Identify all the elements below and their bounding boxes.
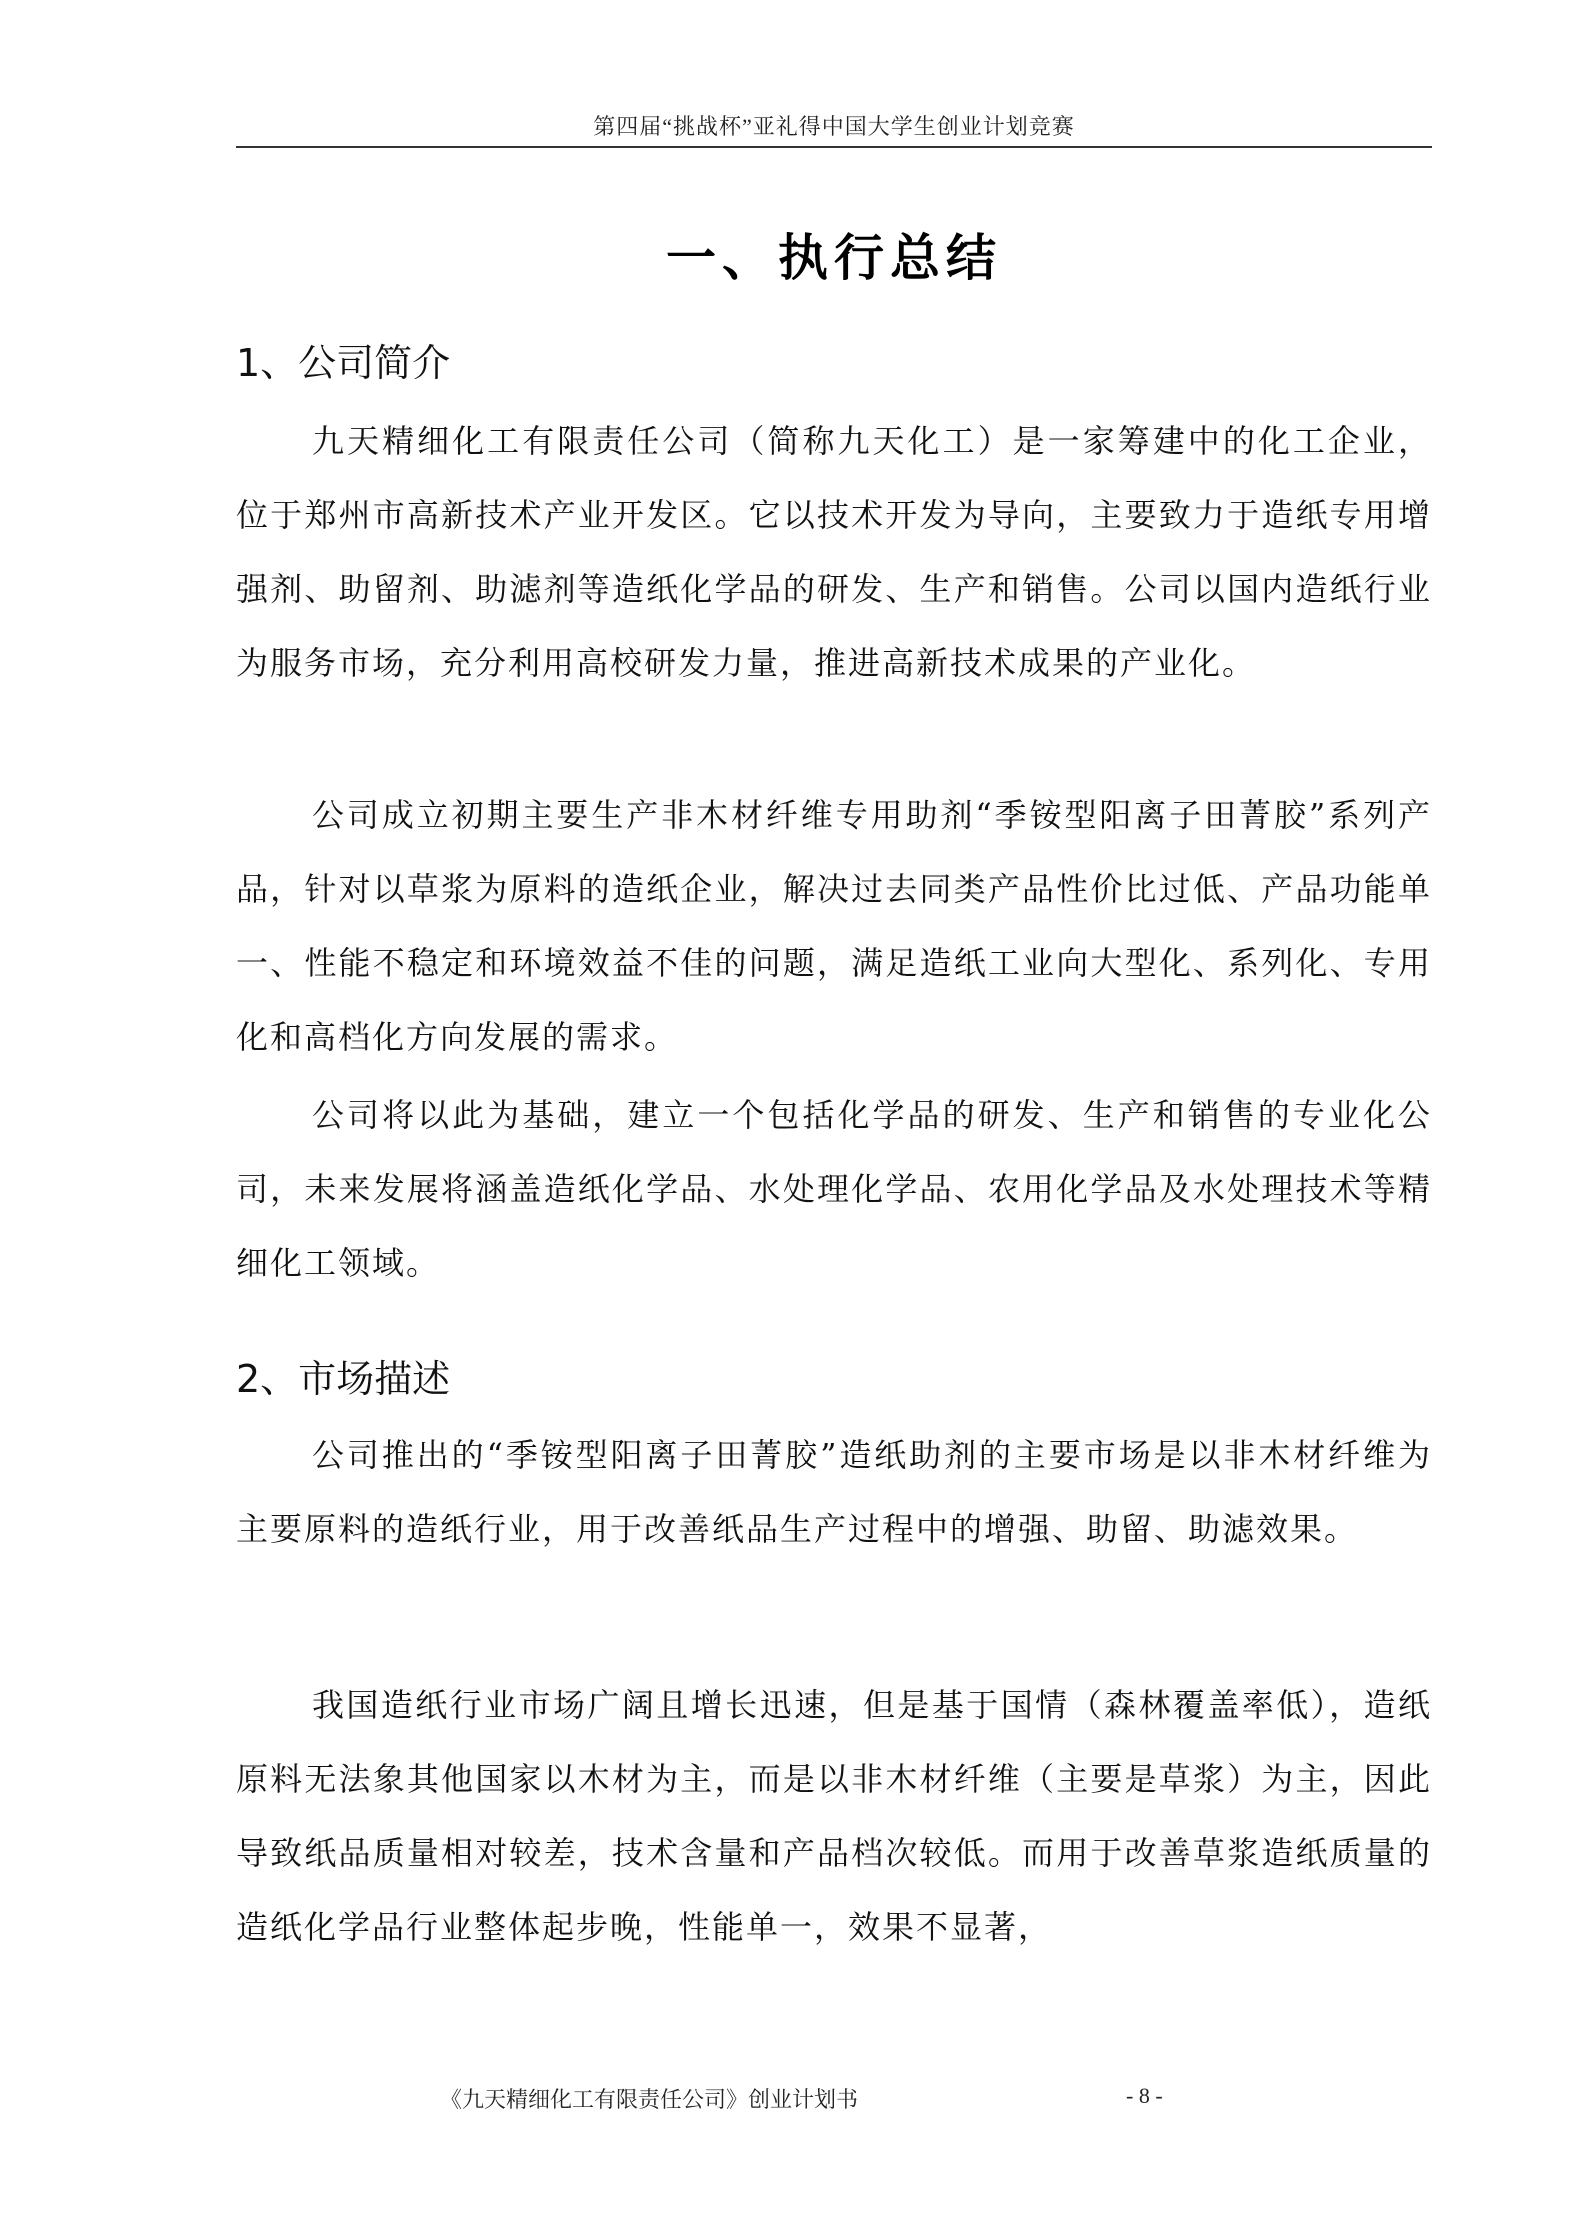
paragraph-initial-products: 公司成立初期主要生产非木材纤维专用助剂“季铵型阳离子田菁胶”系列产品，针对以草浆为原料的造纸企业，解决过去同类产品性价比过低、产品功能单一、性能不稳定和环境效益不佳的问题，满足造纸工业向大型化、系列化、专用化和高档化方向发展的需求。 bbox=[236, 796, 1432, 1056]
section-heading-market-description: 2、市场描述 bbox=[236, 1357, 451, 1401]
running-header: 第四届“挑战杯”亚礼得中国大学生创业计划竞赛 bbox=[593, 114, 1075, 139]
footer-page-number: - 8 - bbox=[1126, 2083, 1163, 2108]
section-heading-company-profile: 1、公司简介 bbox=[236, 341, 451, 385]
header-divider bbox=[236, 146, 1432, 148]
paragraph-industry-situation: 我国造纸行业市场广阔且增长迅速，但是基于国情（森林覆盖率低），造纸原料无法象其他国家以木材为主，而是以非木材纤维（主要是草浆）为主，因此导致纸品质量相对较差，技术含量和产品档次较低。而用于改善草浆造纸质量的造纸化学品行业整体起步晚，性能单一，效果不显著， bbox=[236, 1686, 1432, 1946]
paragraph-company-intro: 九天精细化工有限责任公司（简称九天化工）是一家筹建中的化工企业，位于郑州市高新技术产业开发区。它以技术开发为导向，主要致力于造纸专用增强剂、助留剂、助滤剂等造纸化学品的研发、生产和销售。公司以国内造纸行业为服务市场，充分利用高校研发力量，推进高新技术成果的产业化。 bbox=[236, 422, 1432, 682]
paragraph-future-development: 公司将以此为基础，建立一个包括化学品的研发、生产和销售的专业化公司，未来发展将涵盖造纸化学品、水处理化学品、农用化学品及水处理技术等精细化工领域。 bbox=[236, 1096, 1432, 1282]
paragraph-main-market: 公司推出的“季铵型阳离子田菁胶”造纸助剂的主要市场是以非木材纤维为主要原料的造纸行业，用于改善纸品生产过程中的增强、助留、助滤效果。 bbox=[236, 1436, 1432, 1548]
footer-document-title: 《九天精细化工有限责任公司》创业计划书 bbox=[440, 2087, 859, 2112]
chapter-title: 一、执行总结 bbox=[666, 229, 1002, 287]
